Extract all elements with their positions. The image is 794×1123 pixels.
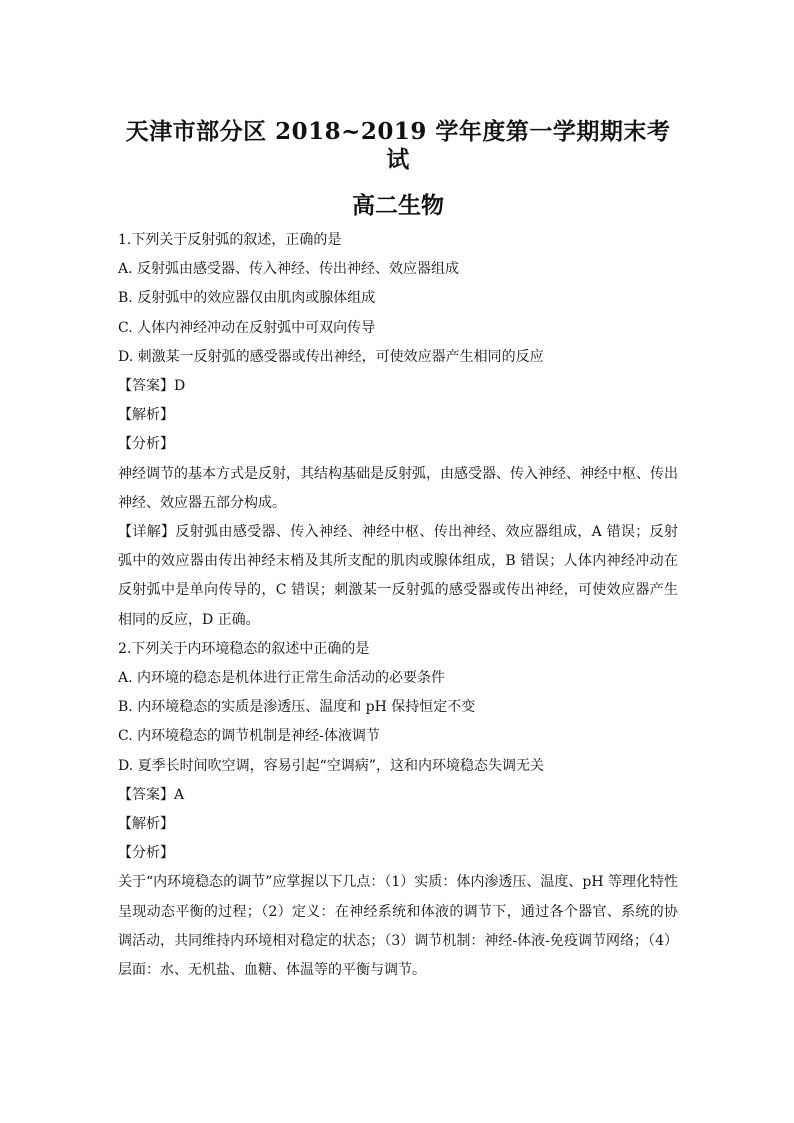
question-1-option-d: D. 刺激某一反射弧的感受器或传出神经，可使效应器产生相同的反应 [118, 348, 544, 365]
question-1-option-c: C. 人体内神经冲动在反射弧中可双向传导 [118, 319, 376, 336]
question-2-option-c: C. 内环境稳态的调节机制是神经-体液调节 [118, 728, 380, 745]
question-2-analysis-label: 【解析】 [118, 816, 174, 833]
question-1-answer: 【答案】D [118, 378, 186, 395]
page-title: 天津市部分区 2018~2019 学年度第一学期期末考试 [125, 118, 671, 173]
question-1-fenxi-text: 神经调节的基本方式是反射，其结构基础是反射弧，由感受器、传入神经、神经中枢、传出神经、效应器五部分构成。 [118, 465, 678, 511]
question-2-option-d: D. 夏季长时间吹空调，容易引起“空调病”，这和内环境稳态失调无关 [118, 757, 544, 774]
question-1-option-a: A. 反射弧由感受器、传入神经、传出神经、效应器组成 [118, 261, 460, 278]
page-subtitle: 高二生物 [352, 192, 444, 219]
question-1-option-b: B. 反射弧中的效应器仅由肌肉或腺体组成 [118, 290, 376, 307]
question-2-fenxi-text: 关于“内环境稳态的调节”应掌握以下几点：（1）实质：体内渗透压、温度、pH 等理化特性呈现动态平衡的过程；（2）定义：在神经系统和体液的调节下，通过各个器官、系统的协调活动，共同维持内环境相对稳定的状态；（3）调节机制：神经-体液-免疫调节网络；（4）层面：水、无机盐、血糖、体温等的平衡与调节。 [118, 874, 678, 979]
question-2-option-b: B. 内环境稳态的实质是渗透压、温度和 pH 保持恒定不变 [118, 699, 476, 716]
document-page [118, 118, 678, 985]
question-1-detail-text: 【详解】反射弧由感受器、传入神经、神经中枢、传出神经、效应器组成，A 错误；反射弧中的效应器由传出神经末梢及其所支配的肌肉或腺体组成，B 错误；人体内神经冲动在反射弧中是单向传导的，C 错误；刺激某一反射弧的感受器或传出神经，可使效应器产生相同的反应，D 正确。 [118, 524, 678, 628]
question-1-fenxi-label: 【分析】 [118, 436, 174, 453]
question-1-analysis-label: 【解析】 [118, 407, 174, 424]
question-2-fenxi-label: 【分析】 [118, 845, 174, 862]
question-2-answer: 【答案】A [118, 786, 185, 803]
question-2-stem: 2.下列关于内环境稳态的叙述中正确的是 [118, 640, 370, 657]
question-1-stem: 1.下列关于反射弧的叙述，正确的是 [118, 232, 342, 248]
document-body [118, 226, 678, 985]
question-2-option-a: A. 内环境的稳态是机体进行正常生命活动的必要条件 [118, 670, 446, 687]
